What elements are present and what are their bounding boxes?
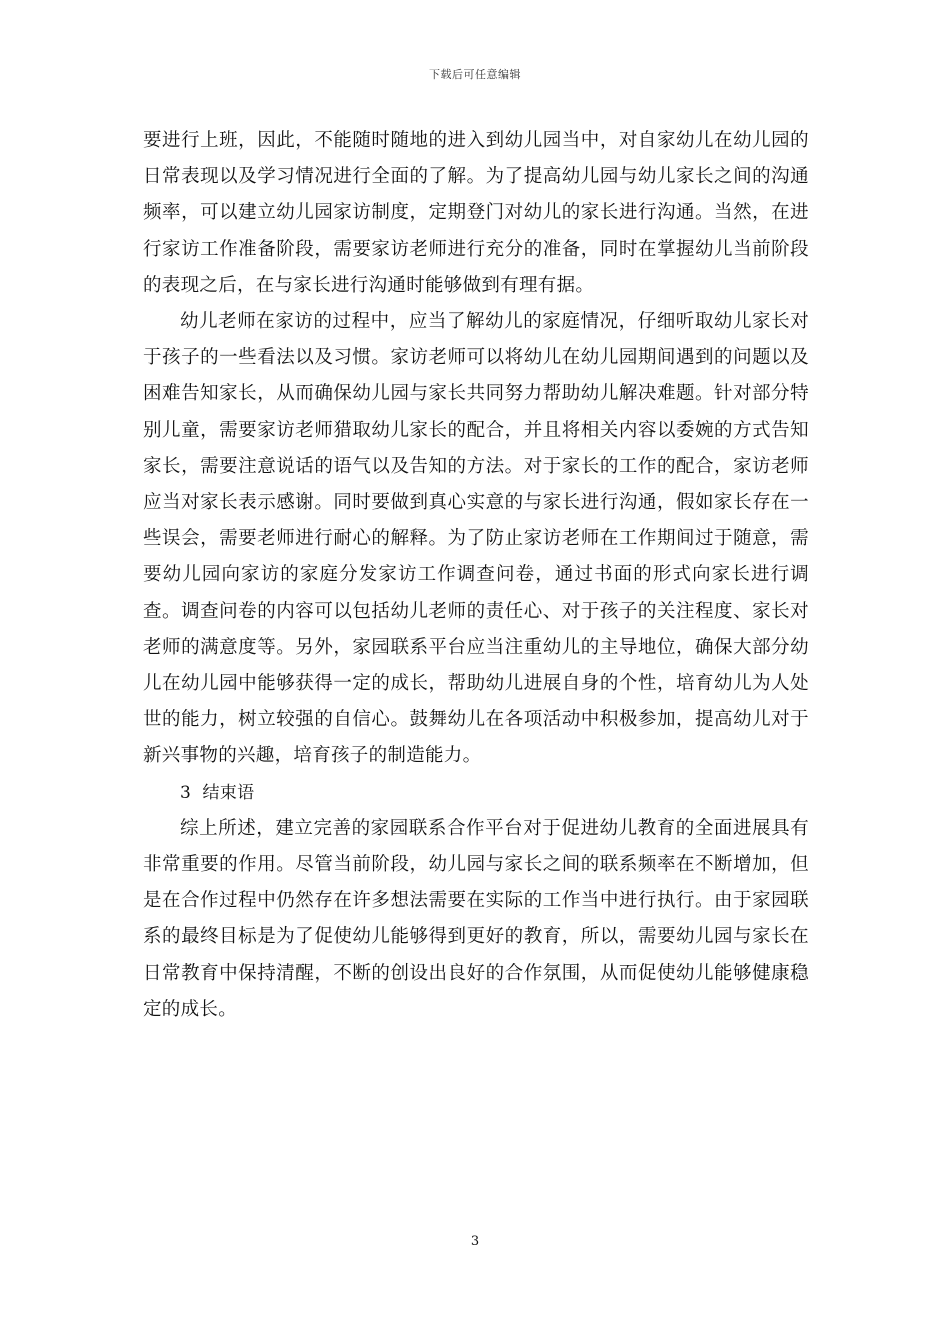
paragraph-continuation: 要进行上班，因此，不能随时随地的进入到幼儿园当中，对自家幼儿在幼儿园的日常表现以及学习情况进行全面的了解。为了提高幼儿园与幼儿家长之间的沟通频率，可以建立幼儿园家访制度，定期登门对幼儿的家长进行沟通。当然，在进行家访工作准备阶段，需要家访老师进行充分的准备，同时在掌握幼儿当前阶段的表现之后，在与家长进行沟通时能够做到有理有据。: [143, 130, 809, 296]
paragraph-home-visit: 幼儿老师在家访的过程中，应当了解幼儿的家庭情况，仔细听取幼儿家长对于孩子的一些看法以及习惯。家访老师可以将幼儿在幼儿园期间遇到的问题以及困难告知家长，从而确保幼儿园与家长共同努力帮助幼儿解决难题。针对部分特别儿童，需要家访老师猎取幼儿家长的配合，并且将相关内容以委婉的方式告知家长，需要注意说话的语气以及告知的方法。对于家长的工作的配合，家访老师应当对家长表示感谢。同时要做到真心实意的与家长进行沟通，假如家长存在一些误会，需要老师进行耐心的解释。为了防止家访老师在工作期间过于随意，需要幼儿园向家访的家庭分发家访工作调查问卷，通过书面的形式向家长进行调查。调查问卷的内容可以包括幼儿老师的责任心、对于孩子的关注程度、家长对老师的满意度等。另外，家园联系平台应当注重幼儿的主导地位，确保大部分幼儿在幼儿园中能够获得一定的成长，帮助幼儿进展自身的个性，培育幼儿为人处世的能力，树立较强的自信心。鼓舞幼儿在各项活动中积极参加，提高幼儿对于新兴事物的兴趣，培育孩子的制造能力。: [143, 311, 809, 767]
paragraph-conclusion: 综上所述，建立完善的家园联系合作平台对于促进幼儿教育的全面进展具有非常重要的作用。尽管当前阶段，幼儿园与家长之间的联系频率在不断增加，但是在合作过程中仍然存在许多想法需要在实际的工作当中进行执行。由于家园联系的最终目标是为了促使幼儿能够得到更好的教育，所以，需要幼儿园与家长在日常教育中保持清醒，不断的创设出良好的合作氛围，从而促使幼儿能够健康稳定的成长。: [143, 817, 809, 1020]
page-header: 下载后可任意编辑: [429, 68, 521, 81]
page-number: 3: [470, 1234, 480, 1249]
section-heading-conclusion: 3 结束语: [180, 782, 255, 803]
document-body: [143, 123, 809, 1028]
